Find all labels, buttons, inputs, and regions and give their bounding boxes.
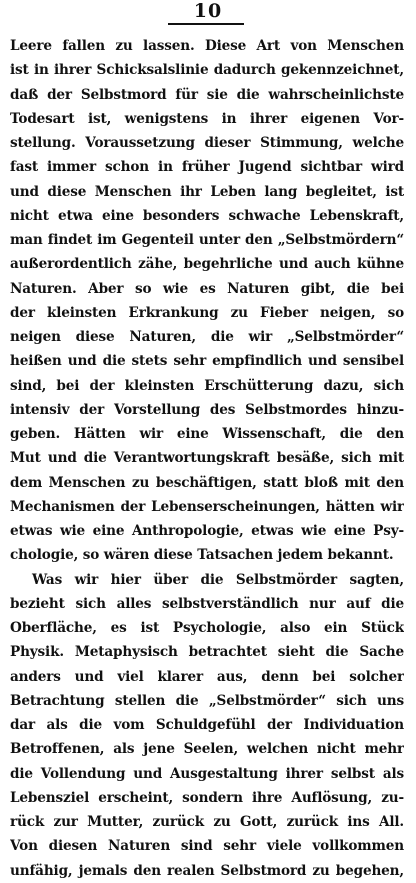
text-line: etwas wie eine Anthropologie, etwas wie eine Psy- [10, 523, 404, 539]
text-line: Von diesen Naturen sind sehr viele vollkommen [10, 838, 404, 855]
text-line: ist in ihrer Schicksalslinie dadurch gekennzeichnet, [10, 62, 404, 79]
text-line: heißen und die stets sehr empfindlich und sensibel [10, 353, 404, 370]
body-text [10, 34, 404, 883]
text-line: nicht etwa eine besonders schwache Lebenskraft, [10, 207, 404, 224]
text-line: rück zur Mutter, zurück zu Gott, zurück ins All. [10, 814, 404, 830]
text-line: neigen diese Naturen, die wir „Selbstmörder“ [10, 329, 404, 345]
text-line: Was wir hier über die Selbstmörder sagten, [32, 571, 404, 588]
text-line: fast immer schon in früher Jugend sichtbar wird [10, 159, 404, 176]
header-rule [168, 23, 244, 25]
text-line: Betrachtung stellen die „Selbstmörder“ sich uns [10, 692, 404, 709]
text-line: bezieht sich alles selbstverständlich nur auf die [10, 595, 404, 612]
text-line: Leere fallen zu lassen. Diese Art von Menschen [10, 38, 404, 54]
text-line: Mut und die Verantwortungskraft besäße, sich mit [10, 450, 404, 467]
text-line: Lebensziel erscheint, sondern ihre Auflösung, zu- [10, 789, 404, 806]
text-line: Betroffenen, als jene Seelen, welchen nicht mehr [10, 741, 404, 758]
text-line: Todesart ist, wenigstens in ihrer eigenen Vor- [10, 110, 404, 127]
text-line: der kleinsten Erkrankung zu Fieber neigen, so [10, 304, 404, 321]
text-line: chologie, so wären diese Tatsachen jedem bekannt. [10, 547, 394, 564]
text-line: sind, bei der kleinsten Erschütterung dazu, sich [10, 377, 404, 394]
text-line: geben. Hätten wir eine Wissenschaft, die den [10, 426, 404, 442]
text-line: man findet im Gegenteil unter den „Selbstmördern“ [10, 232, 404, 248]
text-line: dem Menschen zu beschäftigen, statt bloß mit den [10, 474, 404, 491]
text-line: Naturen. Aber so wie es Naturen gibt, die bei [10, 280, 404, 297]
text-line: intensiv der Vorstellung des Selbstmordes hinzu- [10, 401, 404, 418]
text-line: stellung. Voraussetzung dieser Stimmung, welche [10, 135, 404, 151]
text-line: und diese Menschen ihr Leben lang begleitet, ist [10, 183, 404, 200]
text-line: Mechanismen der Lebenserscheinungen, hätten wir [10, 498, 404, 515]
text-line: anders und viel klarer aus, denn bei solcher [10, 668, 404, 685]
text-line: die Vollendung und Ausgestaltung ihrer selbst als [10, 765, 404, 782]
text-line: dar als die vom Schuldgefühl der Individuation [10, 717, 404, 733]
page-number: 10 [193, 0, 223, 22]
text-line: Oberfläche, es ist Psychologie, also ein Stück [10, 620, 404, 636]
text-line: unfähig, jemals den realen Selbstmord zu begehen, [10, 862, 404, 879]
text-line: Physik. Metaphysisch betrachtet sieht die Sache [10, 644, 404, 661]
text-line: daß der Selbstmord für sie die wahrscheinlichste [10, 86, 404, 103]
text-line: außerordentlich zähe, begehrliche und auch kühne [10, 256, 404, 273]
